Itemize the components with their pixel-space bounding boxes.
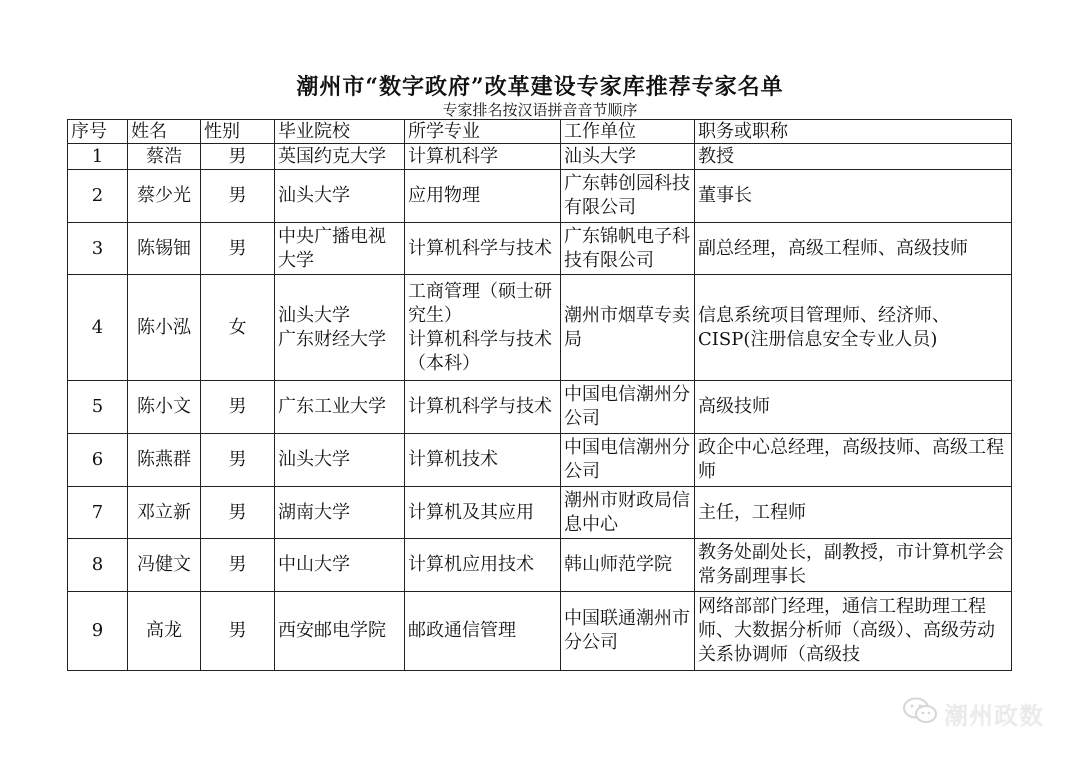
cell-employer: 中国电信潮州分公司	[561, 434, 695, 487]
cell-employer: 广东韩创园科技有限公司	[561, 170, 695, 223]
cell-name: 陈小文	[128, 381, 201, 434]
cell-gender: 男	[201, 170, 275, 223]
cell-index: 8	[68, 539, 128, 592]
cell-index: 7	[68, 487, 128, 539]
table-row	[68, 144, 1012, 170]
table-row	[68, 275, 1012, 381]
header-school: 毕业院校	[275, 120, 405, 144]
cell-school: 中山大学	[275, 539, 405, 592]
cell-school: 湖南大学	[275, 487, 405, 539]
cell-employer: 中国电信潮州分公司	[561, 381, 695, 434]
cell-gender: 男	[201, 381, 275, 434]
cell-title: 主任，工程师	[695, 487, 1012, 539]
cell-school: 汕头大学	[275, 434, 405, 487]
table-row	[68, 592, 1012, 671]
table-row	[68, 539, 1012, 592]
cell-name: 邓立新	[128, 487, 201, 539]
cell-title: 副总经理，高级工程师、高级技师	[695, 223, 1012, 275]
cell-gender: 男	[201, 487, 275, 539]
cell-employer: 韩山师范学院	[561, 539, 695, 592]
cell-name: 蔡浩	[128, 144, 201, 170]
cell-name: 陈锡钿	[128, 223, 201, 275]
cell-major: 计算机技术	[405, 434, 561, 487]
cell-index: 2	[68, 170, 128, 223]
cell-gender: 男	[201, 144, 275, 170]
cell-gender: 男	[201, 539, 275, 592]
cell-name: 冯健文	[128, 539, 201, 592]
expert-roster-table	[67, 119, 1012, 671]
cell-gender: 男	[201, 592, 275, 671]
watermark	[902, 696, 1044, 730]
cell-major: 应用物理	[405, 170, 561, 223]
cell-index: 1	[68, 144, 128, 170]
cell-index: 6	[68, 434, 128, 487]
cell-employer: 潮州市烟草专卖局	[561, 275, 695, 381]
table-header-row	[68, 120, 1012, 144]
cell-gender: 男	[201, 434, 275, 487]
cell-major: 计算机科学	[405, 144, 561, 170]
header-index: 序号	[68, 120, 128, 144]
cell-employer: 汕头大学	[561, 144, 695, 170]
table-row	[68, 434, 1012, 487]
cell-title: 政企中心总经理，高级技师、高级工程师	[695, 434, 1012, 487]
table-row	[68, 381, 1012, 434]
cell-employer: 中国联通潮州市分公司	[561, 592, 695, 671]
cell-major: 工商管理（硕士研究生） 计算机科学与技术（本科）	[405, 275, 561, 381]
cell-school: 西安邮电学院	[275, 592, 405, 671]
cell-index: 4	[68, 275, 128, 381]
cell-gender: 男	[201, 223, 275, 275]
cell-school: 中央广播电视大学	[275, 223, 405, 275]
cell-title: 网络部部门经理，通信工程助理工程师、大数据分析师（高级）、高级劳动关系协调师（高级技	[695, 592, 1012, 671]
watermark-text: 潮州政数	[944, 701, 1044, 730]
cell-title: 高级技师	[695, 381, 1012, 434]
cell-name: 高龙	[128, 592, 201, 671]
cell-major: 计算机科学与技术	[405, 381, 561, 434]
cell-major: 邮政通信管理	[405, 592, 561, 671]
cell-school: 汕头大学 广东财经大学	[275, 275, 405, 381]
document-subtitle: 专家排名按汉语拼音音节顺序	[442, 101, 638, 119]
cell-name: 蔡少光	[128, 170, 201, 223]
header-gender: 性别	[201, 120, 275, 144]
cell-name: 陈燕群	[128, 434, 201, 487]
cell-major: 计算机及其应用	[405, 487, 561, 539]
cell-title: 董事长	[695, 170, 1012, 223]
cell-employer: 潮州市财政局信息中心	[561, 487, 695, 539]
header-name: 姓名	[128, 120, 201, 144]
cell-major: 计算机应用技术	[405, 539, 561, 592]
cell-title: 信息系统项目管理师、经济师、CISP(注册信息安全专业人员)	[695, 275, 1012, 381]
cell-school: 英国约克大学	[275, 144, 405, 170]
cell-name: 陈小泓	[128, 275, 201, 381]
cell-employer: 广东锦帆电子科技有限公司	[561, 223, 695, 275]
cell-index: 5	[68, 381, 128, 434]
table-row	[68, 223, 1012, 275]
header-major: 所学专业	[405, 120, 561, 144]
header-title: 职务或职称	[695, 120, 1012, 144]
cell-major: 计算机科学与技术	[405, 223, 561, 275]
table-row	[68, 487, 1012, 539]
cell-gender: 女	[201, 275, 275, 381]
cell-title: 教授	[695, 144, 1012, 170]
cell-title: 教务处副处长，副教授，市计算机学会常务副理事长	[695, 539, 1012, 592]
document-title: 潮州市“数字政府”改革建设专家库推荐专家名单	[296, 74, 784, 100]
cell-school: 汕头大学	[275, 170, 405, 223]
cell-index: 3	[68, 223, 128, 275]
table-row	[68, 170, 1012, 223]
cell-school: 广东工业大学	[275, 381, 405, 434]
cell-index: 9	[68, 592, 128, 671]
wechat-icon	[902, 696, 938, 730]
header-employer: 工作单位	[561, 120, 695, 144]
